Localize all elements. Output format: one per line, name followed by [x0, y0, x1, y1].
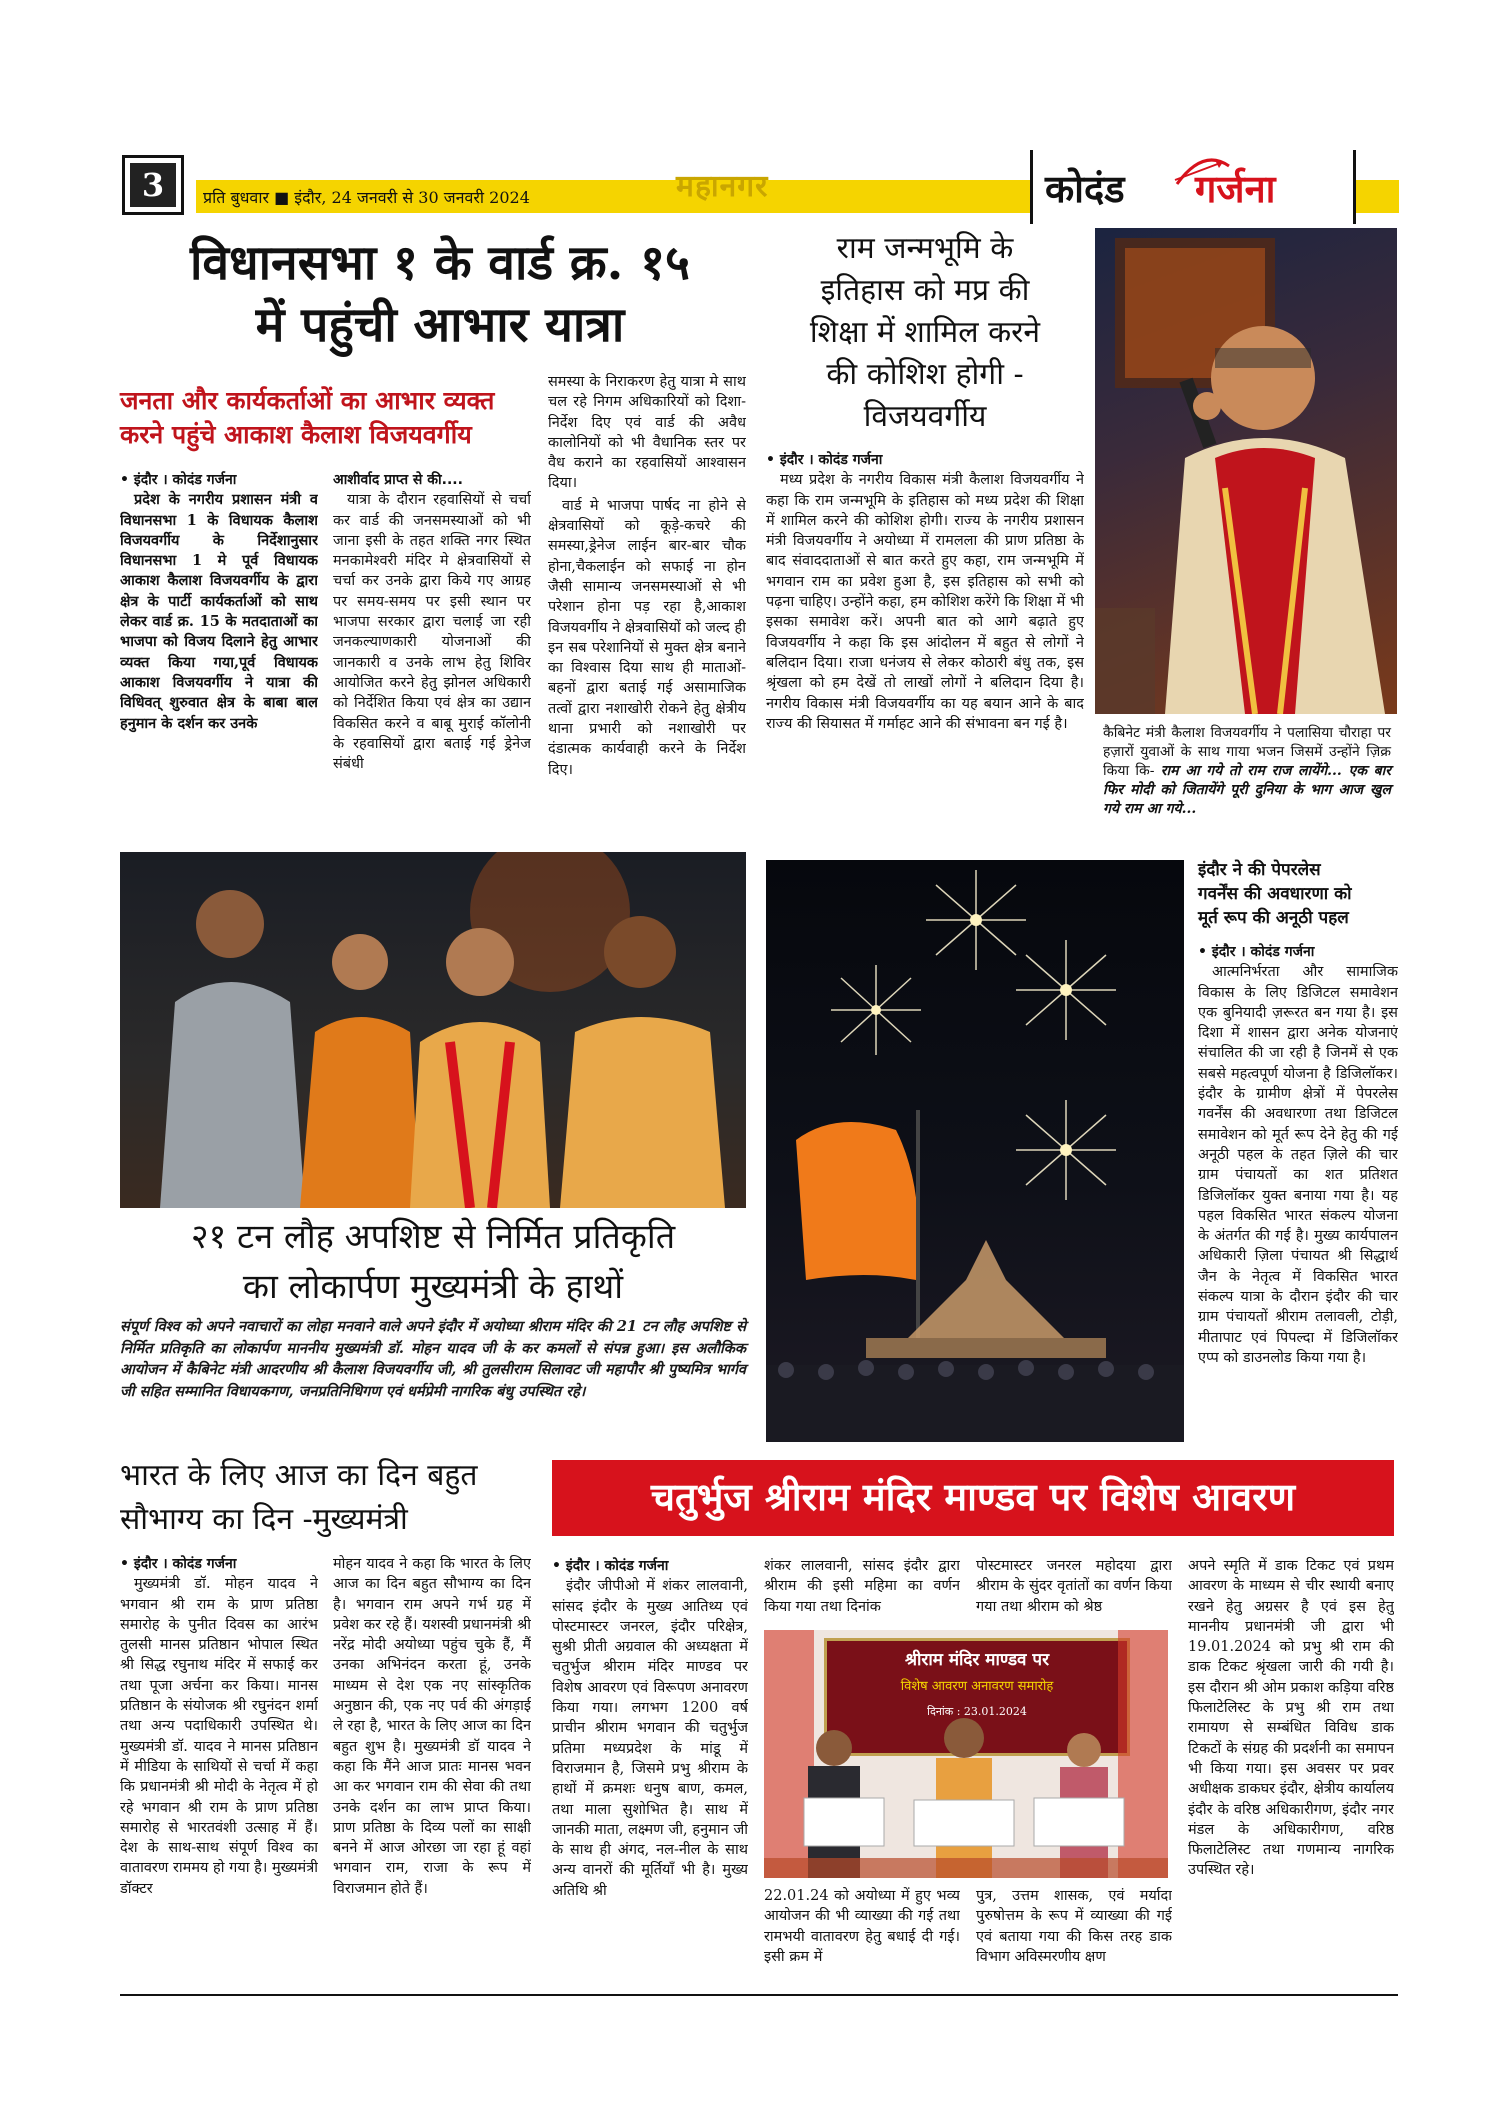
article6-col2-bottom-text: 22.01.24 को अयोध्या में हुए भव्य आयोजन की भी व्याख्या की गई तथा रामभयी वातावरण हेतु बधाई दी गई। इसी क्रम में: [764, 1888, 960, 1965]
article6-col4: [1188, 1556, 1394, 1986]
article6-col1: [552, 1556, 748, 1986]
article2-headline: [770, 228, 1080, 438]
article2-body-text: मध्य प्रदेश के नगरीय विकास मंत्री कैलाश विजयवर्गीय ने कहा कि राम जन्मभूमि के इतिहास को मध्य प्रदेश की शिक्षा में शामिल करने की कोशिश होगी। राज्य के नगरीय प्रशासन मंत्री विजयवर्गीय ने अयोध्या में रामलला की प्राण प्रतिष्ठा के बाद संवाददाताओं से बात करते हुए कहा, राम जन्मभूमि में भगवान राम का प्रवेश हुआ है, इस इतिहास को सभी को पढ़ना चाहिए। उन्होंने कहा, हम कोशिश करेंगे कि शिक्षा में भी इसका समावेश करें। अपनी बात को आगे बढ़ाते हुए विजयवर्गीय ने कहा कि इस आंदोलन में बहुत से लोगों ने बलिदान दिया। राजा धनंजय से लेकर कोठारी बंधु तक, इस श्रृंखला को हम देखें तो लाखों लोगों ने बलिदान दिया है। नगरीय विकास मंत्री विजयवर्गीय का यह बयान आने के बाद राज्य की सियासत में गर्माहट आने की संभावना बन गई है।: [766, 472, 1084, 732]
article1-subhead-line2: करने पहुंचे आकाश कैलाश विजयवर्गीय: [120, 420, 472, 449]
article3-headline-line1: २१ टन लौह अपशिष्ट से निर्मित प्रतिकृति: [190, 1217, 676, 1257]
article6-col2-top-text: शंकर लालवानी, सांसद इंदौर द्वारा श्रीराम की इसी महिमा का वर्णन किया गया तथा दिनांक: [764, 1558, 960, 1615]
article2-headline-line: इतिहास को मप्र की: [820, 273, 1030, 308]
article1-subhead: [120, 384, 540, 452]
article1-col3: [548, 372, 746, 832]
article5-headline-line1: भारत के लिए आज का दिन बहुत: [120, 1458, 478, 1493]
article3-headline: [120, 1212, 746, 1312]
cover-release-photo: [764, 1630, 1168, 1878]
article6-headline-banner: [552, 1460, 1394, 1536]
article2-body: [766, 450, 1084, 842]
article5-col2: [333, 1554, 531, 1974]
article6-col3-top: [976, 1556, 1172, 1622]
article6-col2-bottom: [764, 1886, 960, 1976]
article2-caption-quote: राम आ गये तो राम राज लायेंगे... एक बार फिर मोदी को जितायेंगे पूरी दुनिया के भाग आज खुल गये राम आ गये...: [1103, 763, 1391, 817]
article5-dateline: • इंदौर । कोदंड गर्जना: [120, 1556, 237, 1572]
article1-headline: [120, 232, 760, 356]
article4-body-text: आत्मनिर्भरता और सामाजिक विकास के लिए डिजिटल समावेशन एक बुनियादी ज़रूरत बन गया है। इस दिशा में शासन द्वारा अनेक योजनाएं संचालित की जा रही है जिनमें से एक सबसे महत्वपूर्ण योजना है डिजिलॉकर। इंदौर के ग्रामीण क्षेत्रों में पेपरलेस गवर्नेंस की अवधारणा तथा डिजिटल समावेशन को मूर्त रूप देने हेतु की गई अनूठी पहल के तहत ज़िले की चार ग्राम पंचायतों का शत प्रतिशत डिजिलॉकर युक्त बनाया गया है। यह पहल विकसित भारत संकल्प योजना के अंतर्गत की गई है। मुख्य कार्यपालन अधिकारी ज़िला पंचायत श्री सिद्धार्थ जैन के नेतृत्व में विकसित भारत संकल्प यात्रा के दौरान इंदौर की चार ग्राम पंचायतों श्रीराम तलावली, टोड़ी, मीतापाट एवं पिपल्दा में डिजिलॉकर एप्प को डाउनलोड किया गया है।: [1198, 964, 1398, 1366]
page-number: 3: [130, 163, 176, 207]
article1-col3-text2: वार्ड मे भाजपा पार्षद ना होने से क्षेत्रवासियों को कूड़े-कचरे की समस्या,ड्रेनेज लाईन बार-बार चौक होना,चैकलाईन को सफाई ना होन जैसी सामान्य जनसमस्याओं से भी परेशान होना पड़ रहा है,आकाश विजयवर्गीय ने क्षेत्रवासियों को जल्द ही इन सब परेशानियों से मुक्त क्षेत्र बनाने का विश्वास दिया साथ ही माताओं-बहनों द्वारा बताई गई असामाजिक तत्वों द्वारा नशाखोरी रोकने हेतु क्षेत्रीय थाना प्रभारी को नशाखोरी पर दंडात्मक कार्यवाही करने के निर्देश दिए।: [548, 497, 746, 778]
event-banner-title: श्रीराम मंदिर माण्डव पर: [904, 1650, 1050, 1670]
minister-singing-photo: [1095, 228, 1397, 714]
article1-headline-line1: विधानसभा १ के वार्ड क्र. १५: [189, 235, 690, 291]
leaders-illustration: [120, 852, 746, 1208]
page-number-box: [122, 155, 184, 215]
article4-headline-line2: गवर्नेंस की अवधारणा को: [1198, 884, 1352, 904]
article5-col2-text: मोहन यादव ने कहा कि भारत के लिए आज का दिन बहुत सौभाग्य का दिन है। भगवान राम अपने गर्भ ग्रह में प्रवेश कर रहे हैं। यशस्वी प्रधानमंत्री श्री नरेंद्र मोदी अयोध्या पहुंच चुके हैं, मैं उनका अभिनंदन करता हूं, उनके माध्यम से देश एक नए सांस्कृतिक अनुष्ठान की, एक नए पर्व की अंगड़ाई ले रहा है, भारत के लिए आज का दिन बहुत शुभ है। मुख्यमंत्री डॉ यादव ने कहा कि मैंने आज प्रातः मानस भवन आ कर भगवान राम की सेवा की तथा उनके दर्शन का लाभ प्राप्त किया। प्राण प्रतिष्ठा के दिव्य पलों का साक्षी बनने में आज ओरछा जा रहा हूं वहां भगवान राम, राजा के रूप में विराजमान होते हैं।: [333, 1556, 531, 1897]
article2-headline-line: विजयवर्गीय: [863, 399, 987, 434]
article6-headline: चतुर्भुज श्रीराम मंदिर माण्डव पर विशेष आवरण: [650, 1475, 1296, 1519]
article2-photo-caption: [1103, 724, 1391, 819]
event-banner-subtitle: विशेष आवरण अनावरण समारोह: [900, 1679, 1054, 1694]
article2-headline-line: की कोशिश होगी -: [826, 357, 1024, 392]
bottom-rule: [120, 1994, 1398, 1996]
leaders-looking-up-photo: [120, 852, 746, 1208]
article4-headline: [1198, 858, 1398, 930]
article3-headline-line2: का लोकार्पण मुख्यमंत्री के हाथों: [242, 1267, 624, 1307]
event-people-illustration: [764, 1630, 1168, 1878]
article2-headline-line: राम जन्मभूमि के: [836, 231, 1014, 266]
logo-garjana: गर्जना: [1195, 167, 1276, 211]
article3-summary: संपूर्ण विश्व को अपने नवाचारों का लोहा मनवाने वाले अपने इंदौर में अयोध्या श्रीराम मंदिर की 21 टन लौह अपशिष्ट से निर्मित प्रतिकृति का लोकार्पण माननीय मुख्यमंत्री डॉ. मोहन यादव जी के कर कमलों से संपन्न हुआ। इस अलौकिक आयोजन में कैबिनेट मंत्री आदरणीय श्री कैलाश विजयवर्गीय जी, श्री तुलसीराम सिलावट जी महापौर श्री पुष्यमित्र भार्गव जी सहित सम्मानित विधायकगण, जनप्रतिनिधिगण एवं धर्मप्रेमी नागरिक बंधु उपस्थित रहे।: [120, 1318, 746, 1400]
article2-caption-plain: कैबिनेट मंत्री कैलाश विजयवर्गीय ने पलासिया चौराहा पर हज़ारों युवाओं के साथ गाया भजन जिसमें उन्होंने ज़िक्र किया कि-: [1103, 725, 1391, 779]
article6-col2-top: [764, 1556, 960, 1622]
article1-col2-text: यात्रा के दौरान रहवासियों से चर्चा कर वार्ड की जनसमस्याओं को भी जाना इसी के तहत शक्ति नगर स्थित मनकामेश्वरी मंदिर मे क्षेत्रवासियों से चर्चा कर उनके द्वारा किये गए आग्रह पर समय-समय पर इसी स्थान पर भाजपा सरकार द्वारा चलाई जा रही जनकल्याणकारी योजनाओं की जानकारी व उनके लाभ हेतु शिविर आयोजित करने हेतु झोनल अधिकारी को निर्देशित किया एवं क्षेत्र का उद्यान विकसित करने व बाबू मुराई कॉलोनी के रहवासियों द्वारा बताई गई ड्रेनेज संबंधी: [333, 492, 531, 773]
article1-headline-line2: में पहुंची आभार यात्रा: [255, 297, 625, 353]
article1-dateline: • इंदौर । कोदंड गर्जना: [120, 472, 237, 488]
article5-col1: [120, 1554, 318, 1974]
article6-col1-text: इंदौर जीपीओ में शंकर लालवानी, सांसद इंदौर के मुख्य आतिथ्य एवं पोस्टमास्टर जनरल, इंदौर परिक्षेत्र, सुश्री प्रीती अग्रवाल की अध्यक्षता में चतुर्भुज श्रीराम मंदिर माण्डव पर विशेष आवरण एवं विरूपण अनावरण किया गया। लगभग 1200 वर्ष प्राचीन श्रीराम भगवान की चतुर्भुज प्रतिमा मध्यप्रदेश के मांडू में विराजमान है, जिसमे प्रभु श्रीराम के हाथों में क्रमशः धनुष बाण, कमल, तथा माला सुशोभित है। साथ में जानकी माता, लक्ष्मण जी, हनुमान जी के साथ ही अंगद, नल-नील के साथ अन्य वानरों की मूर्तियाँ भी है। मुख्य अतिथि श्री: [552, 1578, 748, 1899]
article6-col3-bottom-text: पुत्र, उत्तम शासक, एवं मर्यादा पुरुषोत्तम के रूप में व्याख्या की गई एवं बताया गया की किस तरह डाक विभाग अविस्मरणीय क्षण: [976, 1888, 1172, 1965]
logo-kodand: कोदंड: [1045, 167, 1125, 211]
article6-col3-bottom: [976, 1886, 1172, 1976]
article4-headline-line3: मूर्त रूप की अनूठी पहल: [1198, 908, 1349, 928]
fireworks-temple-photo: [766, 860, 1184, 1442]
article2-headline-line: शिक्षा में शामिल करने: [809, 315, 1041, 350]
article1-col1: [120, 470, 318, 830]
issue-dateline: प्रति बुधवार ■ इंदौर, 24 जनवरी से 30 जनवरी 2024: [203, 188, 530, 207]
section-name: महानगर: [676, 169, 769, 204]
article5-col1-text: मुख्यमंत्री डॉ. मोहन यादव ने भगवान श्री राम के प्राण प्रतिष्ठा समारोह के पुनीत दिवस का आरंभ तुलसी मानस प्रतिष्ठान भोपाल स्थित श्री सिद्ध रघुनाथ मंदिर में सफाई कर तथा पूजा अर्चना कर किया। मानस प्रतिष्ठान के संयोजक श्री रघुनंदन शर्मा तथा अन्य पदाधिकारी उपस्थित थे। मुख्यमंत्री डॉ. यादव ने मानस प्रतिष्ठान में मीडिया के साथियों से चर्चा में कहा कि प्रधानमंत्री श्री मोदी के नेतृत्व में हो रहे भगवान श्री राम के प्राण प्रतिष्ठा समारोह से भारतवंशी उत्साह में हैं। देश के साथ-साथ संपूर्ण विश्व का वातावरण राममय हो गया है। मुख्यमंत्री डॉक्टर: [120, 1576, 318, 1897]
event-banner-date: दिनांक : 23.01.2024: [927, 1705, 1027, 1718]
article6-col4-text: अपने स्मृति में डाक टिकट एवं प्रथम आवरण के माध्यम से चीर स्थायी बनाए रखने हेतु अग्रसर है एवं इस हेतु माननीय प्रधानमंत्री जी द्वारा भी 19.01.2024 को प्रभु श्री राम की डाक टिकट श्रृंखला जारी की गयी है। इस दौरान श्री ओम प्रकाश कड़िया वरिष्ठ फिलाटेलिस्ट के प्रभु श्री राम तथा रामायण से सम्बंधित विविध डाक टिकटों के संग्रह की प्रदर्शनी का समापन भी किया गया। इस अवसर पर प्रवर अधीक्षक डाकघर इंदौर, क्षेत्रीय कार्यालय इंदौर के वरिष्ठ अधिकारीगण, इंदौर नगर मंडल के अधिकारीगण, वरिष्ठ फिलाटेलिस्ट तथा गणमान्य नागरिक उपस्थित रहे।: [1188, 1558, 1394, 1879]
article4-headline-line1: इंदौर ने की पेपरलेस: [1198, 860, 1321, 880]
article1-col2: [333, 470, 531, 830]
article1-col3-text: समस्या के निराकरण हेतु यात्रा मे साथ चल रहे निगम अधिकारियों को दिशा-निर्देश दिए एवं वार्ड की अवैध कालोनियों को भी वैधानिक स्तर पर वैध कराने का रहवासियों आश्वासन दिया।: [548, 374, 746, 492]
article4-dateline: • इंदौर । कोदंड गर्जना: [1198, 944, 1315, 960]
minister-singing-illustration: [1095, 228, 1397, 714]
article6-dateline: • इंदौर । कोदंड गर्जना: [552, 1558, 669, 1574]
article5-headline: [120, 1454, 540, 1542]
article6-col3-top-text: पोस्टमास्टर जनरल महोदया द्वारा श्रीराम के सुंदर वृतांतों का वर्णन किया गया तथा श्रीराम को श्रेष्ठ: [976, 1558, 1172, 1615]
article4-body: [1198, 942, 1398, 1462]
fireworks-illustration: [766, 860, 1184, 1442]
article2-dateline: • इंदौर । कोदंड गर्जना: [766, 452, 883, 468]
article1-subhead-line1: जनता और कार्यकर्ताओं का आभार व्यक्त: [120, 386, 495, 415]
logo-box: [1030, 150, 1356, 224]
article5-headline-line2: सौभाग्य का दिन -मुख्यमंत्री: [120, 1502, 408, 1537]
article1-col1-text: प्रदेश के नगरीय प्रशासन मंत्री व विधानसभा 1 के विधायक कैलाश विजयवर्गीय के निर्देशानुसार विधानसभा 1 मे पूर्व विधायक आकाश कैलाश विजयवर्गीय के द्वारा क्षेत्र के पार्टी कार्यकर्ताओं को साथ लेकर वार्ड क्र. 15 के मतदाताओं का भाजपा को विजय दिलाने हेतु आभार व्यक्त किया गया,पूर्व विधायक आकाश विजयवर्गीय ने यात्रा की विधिवत् शुरुवात क्षेत्र के बाबा बाल हनुमान के दर्शन कर उनके: [120, 491, 318, 732]
article1-col2-lead: आशीर्वाद प्राप्त से की....: [333, 472, 463, 488]
